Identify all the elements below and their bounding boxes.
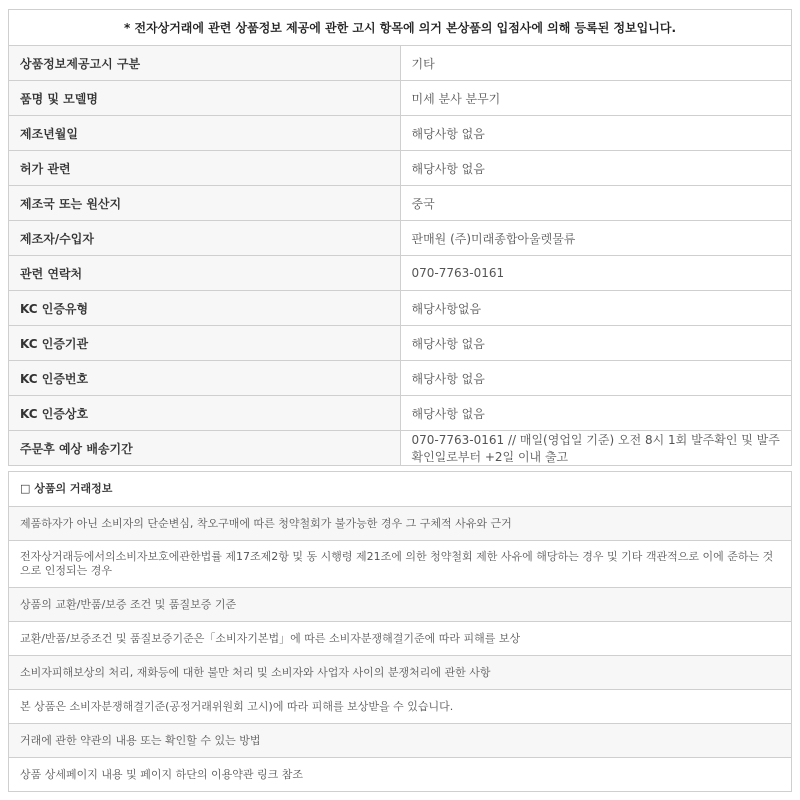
info-label: KC 인증상호 — [9, 396, 401, 431]
trade-answer-text: 교환/반품/보증조건 및 품질보증기준은「소비자기본법」에 따른 소비자분쟁해결기준에 따라 피해를 보상 — [9, 622, 792, 656]
info-value: 해당사항 없음 — [400, 116, 792, 151]
notice-row — [9, 10, 792, 46]
trade-answer-row — [9, 758, 792, 792]
trade-answer-row — [9, 541, 792, 588]
info-label: 제조국 또는 원산지 — [9, 186, 401, 221]
info-row — [9, 116, 792, 151]
product-info-notice-table — [8, 9, 792, 466]
info-label: KC 인증번호 — [9, 361, 401, 396]
info-value: 중국 — [400, 186, 792, 221]
trade-answer-row — [9, 690, 792, 724]
info-value: 해당사항 없음 — [400, 361, 792, 396]
trade-question-text: 소비자피해보상의 처리, 재화등에 대한 불만 처리 및 소비자와 사업자 사이의 분쟁처리에 관한 사항 — [9, 656, 792, 690]
info-label: 품명 및 모델명 — [9, 81, 401, 116]
trade-answer-text: 전자상거래등에서의소비자보호에관한법률 제17조제2항 및 동 시행령 제21조에 의한 청약철회 제한 사유에 해당하는 경우 및 기타 객관적으로 이에 준하는 것으로 인정되는 경우 — [9, 541, 792, 588]
info-label: 상품정보제공고시 구분 — [9, 46, 401, 81]
info-label: 주문후 예상 배송기간 — [9, 431, 401, 466]
info-row — [9, 431, 792, 466]
trade-info-title: □ 상품의 거래정보 — [9, 472, 792, 507]
trade-answer-text: 본 상품은 소비자분쟁해결기준(공정거래위원회 고시)에 따라 피해를 보상받을 수 있습니다. — [9, 690, 792, 724]
info-row — [9, 256, 792, 291]
trade-answer-row — [9, 622, 792, 656]
info-row — [9, 326, 792, 361]
info-row — [9, 46, 792, 81]
info-row — [9, 186, 792, 221]
trade-answer-text: 상품 상세페이지 내용 및 페이지 하단의 이용약관 링크 참조 — [9, 758, 792, 792]
info-value: 미세 분사 분무기 — [400, 81, 792, 116]
info-label: 제조년월일 — [9, 116, 401, 151]
trade-question-row — [9, 588, 792, 622]
info-label: KC 인증유형 — [9, 291, 401, 326]
info-value: 판매원 (주)미래종합아울렛물류 — [400, 221, 792, 256]
info-row — [9, 151, 792, 186]
trade-question-text: 거래에 관한 약관의 내용 또는 확인할 수 있는 방법 — [9, 724, 792, 758]
info-row — [9, 291, 792, 326]
info-row — [9, 361, 792, 396]
info-row — [9, 81, 792, 116]
info-value: 070-7763-0161 // 매일(영업일 기준) 오전 8시 1회 발주확인 및 발주확인일로부터 +2일 이내 출고 — [400, 431, 792, 466]
notice-text: * 전자상거래에 관련 상품정보 제공에 관한 고시 항목에 의거 본상품의 입점사에 의해 등록된 정보입니다. — [9, 10, 792, 46]
info-label: 허가 관련 — [9, 151, 401, 186]
info-label: 관련 연락처 — [9, 256, 401, 291]
info-row — [9, 221, 792, 256]
trade-question-row — [9, 507, 792, 541]
info-value: 해당사항 없음 — [400, 326, 792, 361]
trade-question-text: 제품하자가 아닌 소비자의 단순변심, 착오구매에 따른 청약철회가 불가능한 경우 그 구체적 사유와 근거 — [9, 507, 792, 541]
trade-question-row — [9, 656, 792, 690]
trade-question-text: 상품의 교환/반품/보증 조건 및 품질보증 기준 — [9, 588, 792, 622]
trade-info-table — [8, 471, 792, 792]
info-value: 070-7763-0161 — [400, 256, 792, 291]
info-value: 해당사항없음 — [400, 291, 792, 326]
info-label: KC 인증기관 — [9, 326, 401, 361]
trade-question-row — [9, 724, 792, 758]
trade-info-header-row — [9, 472, 792, 507]
info-value: 해당사항 없음 — [400, 151, 792, 186]
info-value: 기타 — [400, 46, 792, 81]
info-row — [9, 396, 792, 431]
info-label: 제조자/수입자 — [9, 221, 401, 256]
info-value: 해당사항 없음 — [400, 396, 792, 431]
